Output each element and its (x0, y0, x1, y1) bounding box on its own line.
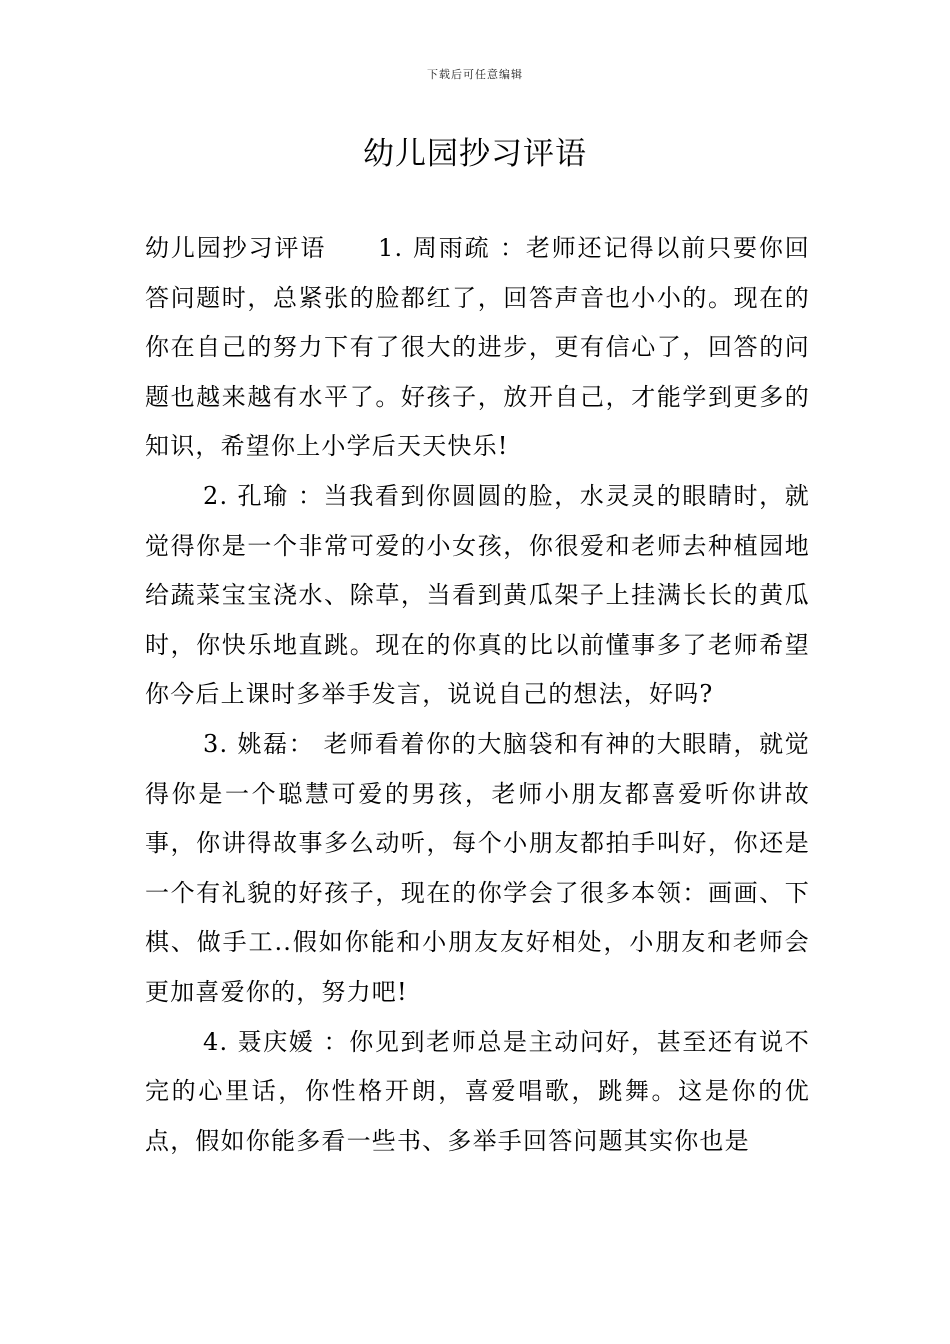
header-note: 下载后可任意编辑 (427, 68, 523, 81)
paragraph-4: 4. 聂庆媛 ：你见到老师总是主动问好，甚至还有说不完的心里话，你性格开朗，喜爱唱歌，跳舞。这是你的优点，假如你能多看一些书、多举手回答问题其实你也是 (145, 1027, 810, 1155)
paragraph-1: 幼儿园抄习评语 1. 周雨疏 ：老师还记得以前只要你回答问题时，总紧张的脸都红了，回答声音也小小的。现在的你在自己的努力下有了很大的进步，更有信心了，回答的问题也越来越有水平了。好孩子，放开自己，才能学到更多的知识，希望你上小学后天天快乐! (145, 234, 810, 461)
paragraph-2: 2. 孔瑜 ：当我看到你圆圆的脸，水灵灵的眼睛时，就觉得你是一个非常可爱的小女孩，你很爱和老师去种植园地给蔬菜宝宝浇水、除草，当看到黄瓜架子上挂满长长的黄瓜时，你快乐地直跳。现在的你真的比以前懂事多了老师希望你今后上课时多举手发言，说说自己的想法，好吗? (145, 481, 810, 709)
document-title: 幼儿园抄习评语 (363, 136, 587, 172)
document-body (145, 224, 810, 1166)
paragraph-3: 3. 姚磊： 老师看着你的大脑袋和有神的大眼睛，就觉得你是一个聪慧可爱的男孩，老师小朋友都喜爱听你讲故事，你讲得故事多么动听，每个小朋友都拍手叫好，你还是一个有礼貌的好孩子，现在的你学会了很多本领：画画、下棋、做手工..假如你能和小朋友友好相处，小朋友和老师会更加喜爱你的，努力吧! (145, 729, 810, 1006)
